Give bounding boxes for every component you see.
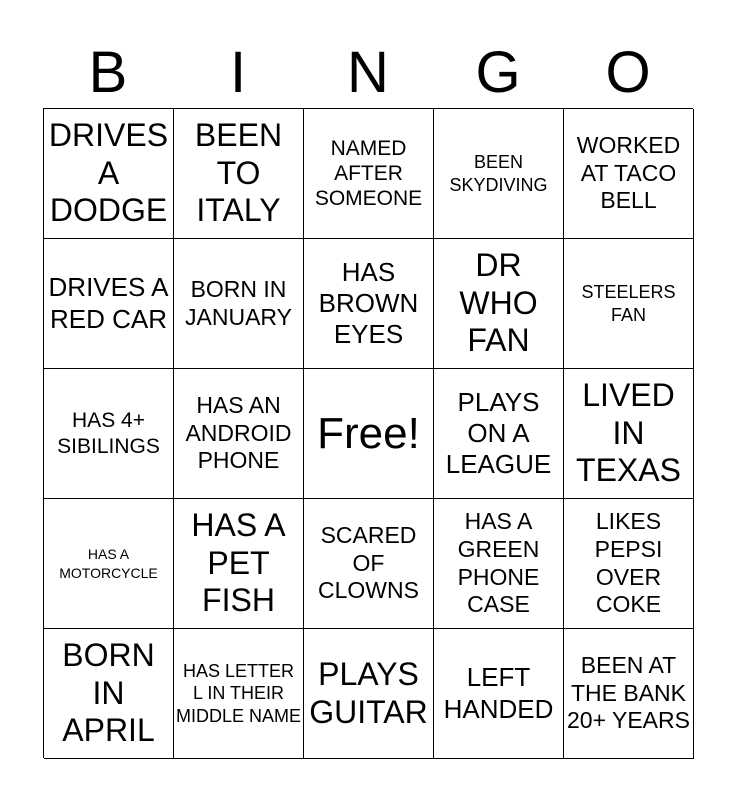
cell-text: HAS 4+ SIBILINGS xyxy=(57,409,160,458)
cell-text: STEELERS FAN xyxy=(581,282,676,325)
cell-text: DR WHO FAN xyxy=(459,246,538,359)
bingo-cell[interactable] xyxy=(434,239,564,369)
cell-text: SCARED OF CLOWNS xyxy=(318,522,419,604)
bingo-cell[interactable] xyxy=(564,499,694,629)
bingo-cell[interactable] xyxy=(434,109,564,239)
bingo-cell[interactable] xyxy=(174,369,304,499)
bingo-cell[interactable] xyxy=(434,629,564,759)
cell-text: HAS LETTER L IN THEIR MIDDLE NAME xyxy=(176,660,302,726)
bingo-cell[interactable] xyxy=(174,629,304,759)
bingo-cell[interactable] xyxy=(44,369,174,499)
bingo-cell[interactable] xyxy=(304,499,434,629)
cell-text: BEEN TO ITALY xyxy=(194,116,283,229)
header-letter-b: B xyxy=(88,40,128,105)
bingo-cell[interactable] xyxy=(434,499,564,629)
cell-text: BEEN SKYDIVING xyxy=(449,152,548,195)
header-letter-o: O xyxy=(605,40,651,105)
cell-text: HAS A GREEN PHONE CASE xyxy=(457,508,540,618)
bingo-cell[interactable] xyxy=(174,239,304,369)
bingo-cell[interactable] xyxy=(44,239,174,369)
bingo-cell[interactable] xyxy=(564,239,694,369)
cell-text: HAS A PET FISH xyxy=(191,506,286,619)
bingo-cell[interactable] xyxy=(564,629,694,759)
cell-text: DRIVES A RED CAR xyxy=(48,272,169,334)
cell-text: LIVED IN TEXAS xyxy=(576,376,681,489)
cell-text: HAS BROWN EYES xyxy=(318,256,419,350)
cell-text: HAS AN ANDROID PHONE xyxy=(185,392,292,474)
bingo-cell[interactable] xyxy=(304,109,434,239)
bingo-cell[interactable] xyxy=(44,629,174,759)
bingo-cell[interactable] xyxy=(304,239,434,369)
free-space-label: Free! xyxy=(317,408,420,458)
cell-text: DRIVES A DODGE xyxy=(48,116,169,229)
bingo-cell[interactable] xyxy=(564,369,694,499)
bingo-cell[interactable] xyxy=(564,109,694,239)
cell-text: LEFT HANDED xyxy=(443,662,554,724)
bingo-board xyxy=(43,108,693,758)
header-letter-g: G xyxy=(475,40,521,105)
bingo-cell[interactable] xyxy=(304,629,434,759)
bingo-cell[interactable] xyxy=(44,499,174,629)
cell-text: BEEN AT THE BANK 20+ YEARS xyxy=(567,652,690,734)
cell-text: NAMED AFTER SOMEONE xyxy=(314,136,423,211)
cell-text: PLAYS ON A LEAGUE xyxy=(445,386,552,480)
bingo-cell[interactable] xyxy=(174,109,304,239)
cell-text: HAS A MOTORCYCLE xyxy=(59,545,158,581)
cell-text: BORN IN JANUARY xyxy=(185,275,292,330)
bingo-cell[interactable] xyxy=(174,499,304,629)
header-letter-i: I xyxy=(229,40,247,105)
cell-text: WORKED AT TACO BELL xyxy=(576,132,681,214)
bingo-cell[interactable] xyxy=(434,369,564,499)
cell-text: LIKES PEPSI OVER COKE xyxy=(594,508,663,618)
cell-text: BORN IN APRIL xyxy=(62,636,155,749)
free-space[interactable] xyxy=(304,369,434,499)
cell-text: PLAYS GUITAR xyxy=(309,655,428,730)
bingo-header xyxy=(43,38,693,108)
bingo-cell[interactable] xyxy=(44,109,174,239)
header-letter-n: N xyxy=(347,40,389,105)
